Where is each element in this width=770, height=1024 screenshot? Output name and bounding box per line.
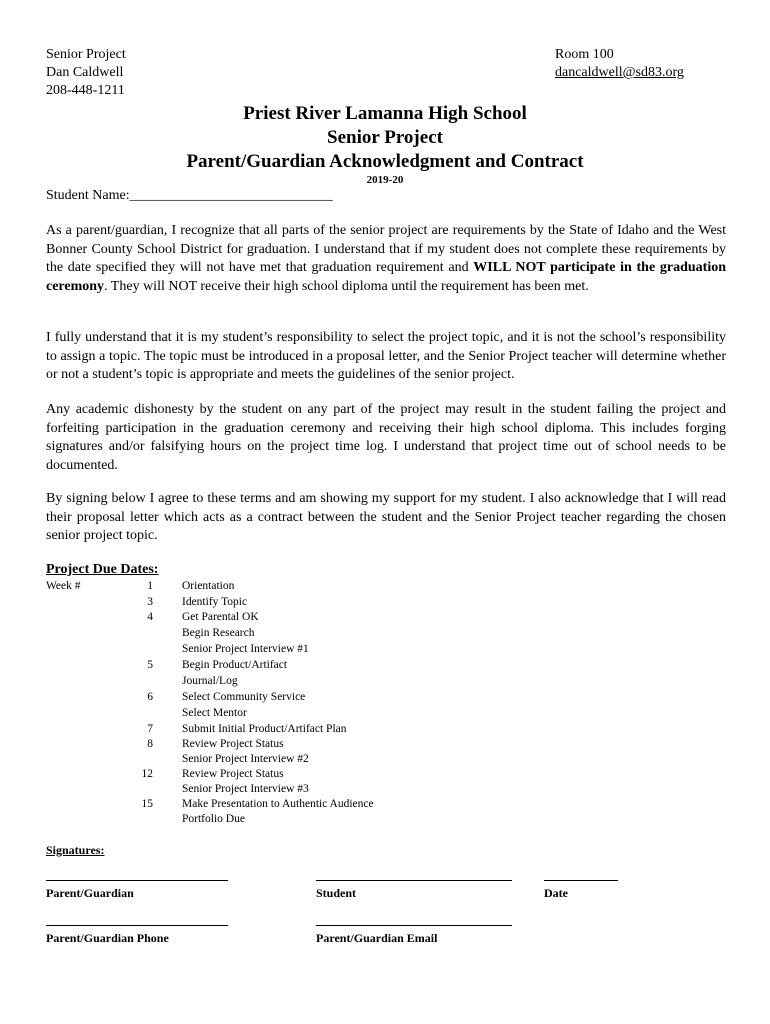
schedule-row [46,752,446,768]
task-name: Review Project Status [182,738,284,750]
task-name: Submit Initial Product/Artifact Plan [182,723,347,735]
task-name: Select Community Service [182,691,306,703]
parent-phone-line[interactable] [46,925,228,926]
task-name: Portfolio Due [182,813,245,825]
school-year: 2019-20 [366,174,404,186]
schedule-row [46,737,446,753]
task-name: Senior Project Interview #3 [182,783,309,795]
date-line[interactable] [544,880,618,881]
schedule-row [46,595,446,611]
room-number: Room 100 [555,47,614,62]
date-label: Date [544,886,568,900]
due-dates-heading: Project Due Dates: [46,562,159,577]
week-number: 5 [147,659,153,671]
schedule-row [46,642,446,658]
student-signature-line[interactable] [316,880,512,881]
schedule-row [46,690,446,706]
due-dates-table [46,579,446,831]
teacher-phone: 208-448-1211 [46,83,125,98]
emphasis-text: WILL NOT participate in the graduation ceremony [46,260,727,294]
week-number: 15 [141,798,153,810]
week-number: 6 [147,691,153,703]
task-name: Orientation [182,580,235,592]
student-name-field[interactable]: Student Name:_____________________________ [46,188,333,203]
task-name: Senior Project Interview #2 [182,753,309,765]
schedule-row [46,658,446,674]
week-number: 4 [147,611,153,623]
schedule-row [46,674,446,690]
parent-signature-line[interactable] [46,880,228,881]
contract-title: Parent/Guardian Acknowledgment and Contract [186,151,584,172]
course-name: Senior Project [46,47,126,62]
week-number: 7 [147,723,153,735]
room-block [555,46,684,82]
paragraph-dishonesty: Any academic dishonesty by the student on any part of the project may result in the student failing the project and forfeiting participation in the graduation ceremony and receiving their high school diploma. This includes forging signatures and/or falsifying hours on the project time log. I understand that project time out of school needs to be documented. [46,402,726,473]
schedule-row [46,722,446,738]
week-number: 12 [141,768,153,780]
school-title: Priest River Lamanna High School [243,103,527,124]
task-name: Begin Research [182,627,255,639]
schedule-row [46,812,446,828]
signatures-heading: Signatures: [46,843,105,857]
schedule-row [46,626,446,642]
teacher-name: Dan Caldwell [46,65,124,80]
schedule-row [46,706,446,722]
paragraph-text: As a parent/guardian, I recognize that all parts of the senior project are requirements by the State of Idaho and the West Bonner County School District for graduation. I understand that if my student does not complete these requirements by the date specified they will not have met that graduation requirement and [46,223,726,275]
parent-phone-label: Parent/Guardian Phone [46,931,169,945]
schedule-row [46,782,446,798]
week-label: Week # [46,580,81,592]
schedule-row [46,767,446,783]
paragraph-agreement: By signing below I agree to these terms and am showing my support for my student. I also acknowledge that I will read their proposal letter which acts as a contract between the student and the Senior Project teacher regarding the chosen senior project topic. [46,491,726,543]
parent-signature-label: Parent/Guardian [46,886,134,900]
task-name: Review Project Status [182,768,284,780]
paragraph-responsibility: I fully understand that it is my student’s responsibility to select the project topic, and it is not the school’s responsibility to assign a topic. The topic must be introduced in a proposal letter, and the Senior Project teacher will determine whether or not a student’s topic is appropriate and meets the guidelines of the senior project. [46,330,726,382]
paragraph-text: . They will NOT receive their high school diploma until the requirement has been met. [104,278,589,294]
schedule-row [46,797,446,813]
contact-block [46,46,126,100]
task-name: Get Parental OK [182,611,259,623]
task-name: Make Presentation to Authentic Audience [182,798,374,810]
schedule-row [46,610,446,626]
student-signature-label: Student [316,886,357,900]
schedule-row [46,579,446,595]
week-number: 1 [147,580,153,592]
task-name: Journal/Log [182,675,238,687]
task-name: Identify Topic [182,596,248,608]
parent-email-line[interactable] [316,925,512,926]
project-title: Senior Project [327,127,443,148]
week-number: 3 [147,596,153,608]
task-name: Select Mentor [182,707,247,719]
parent-email-label: Parent/Guardian Email [316,931,438,945]
week-number: 8 [147,738,153,750]
task-name: Begin Product/Artifact [182,659,288,671]
paragraph-requirements [46,222,726,296]
task-name: Senior Project Interview #1 [182,643,309,655]
teacher-email-link[interactable]: dancaldwell@sd83.org [555,65,684,80]
